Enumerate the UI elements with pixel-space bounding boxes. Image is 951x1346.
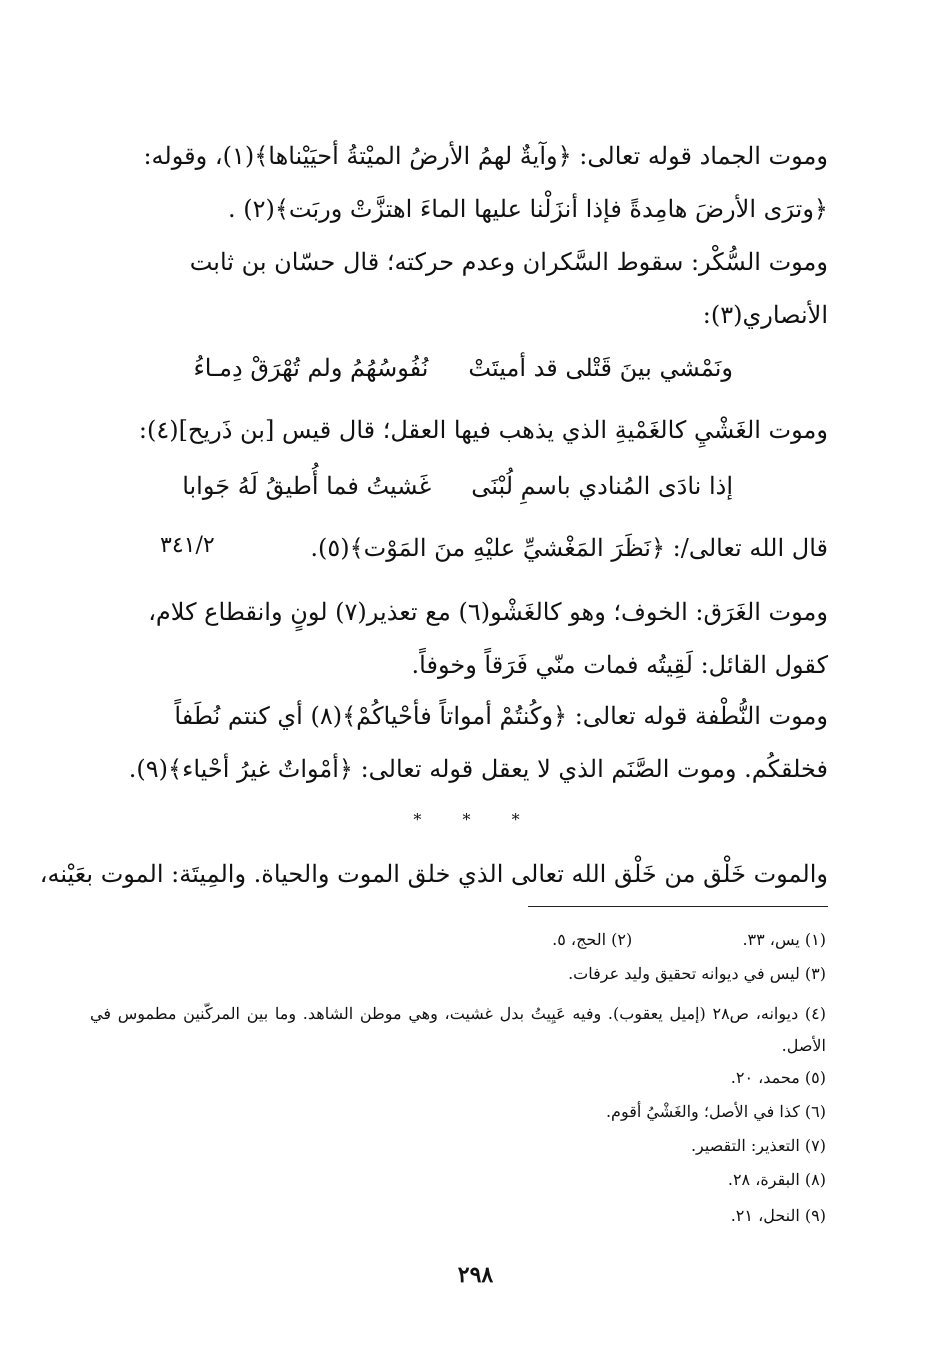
footnote-3: (٣) ليس في ديوانه تحقيق وليد عرفات. xyxy=(568,964,826,983)
footnote-4: (٤) ديوانه، ص٢٨ (إميل يعقوب). وفيه عَيِيتُ بدل غشيت، وهي موطن الشاهد. وما بين المركّنين مطموس في الأصل. xyxy=(90,1004,826,1055)
text-line: والموت خَلْق من خَلْق الله تعالى الذي خلق الموت والحياة. والمِيتَة: الموت بعَيْنه، xyxy=(39,860,828,888)
text-line: الأنصاري(٣): xyxy=(702,301,828,329)
verse-first-hemistich: ونَمْشي بينَ قَتْلى قد أميتَتْ xyxy=(468,354,733,382)
paragraph-seed xyxy=(92,690,828,796)
paragraph-fainting xyxy=(92,404,828,457)
footnote-2: (٢) الحج، ٥. xyxy=(552,930,633,949)
paragraph-drunkenness xyxy=(92,236,828,342)
footnote-7: (٧) التعذير: التقصير. xyxy=(690,1136,826,1155)
page-number: ٢٩٨ xyxy=(457,1262,494,1288)
text-line: قال الله تعالى/: ﴿نَظَرَ المَغْشيِّ عليْهِ منَ المَوْت﴾(٥). xyxy=(310,534,828,562)
footnote-line xyxy=(552,930,826,950)
text-line: وموت الغَشْيِ كالغَمْيةِ الذي يذهب فيها العقل؛ قال قيس [بن ذَريح](٤): xyxy=(138,416,828,444)
paragraph-fear xyxy=(92,586,828,692)
paragraph-inanimate-death xyxy=(92,130,828,236)
text-line: وموت السُّكْر: سقوط السَّكران وعدم حركته؛ قال حسّان بن ثابت xyxy=(189,248,828,276)
footnote-divider xyxy=(528,906,828,907)
footnote-9: (٩) النحل، ٢١. xyxy=(730,1206,826,1225)
text-line: فخلقكُم. وموت الصَّنَم الذي لا يعقل قوله تعالى: ﴿أمْواتٌ غيرُ أحْياء﴾(٩). xyxy=(128,755,828,783)
text-line: وموت الجماد قوله تعالى: ﴿وآيةٌ لهمُ الأرضُ الميْتةُ أحيَيْناها﴾(١)، وقوله: xyxy=(143,142,828,170)
text-line: ﴿وترَى الأرضَ هامِدةً فإذا أنزَلْنا عليها الماءَ اهتزَّتْ وربَت﴾(٢) . xyxy=(227,195,828,223)
footnote-1: (١) يس، ٣٣. xyxy=(742,930,826,949)
text-line: كقول القائل: لَقِيتُه فمات منّي فَرَقاً وخوفاً. xyxy=(411,651,828,679)
verse-first-hemistich: إذا نادَى المُنادي باسمِ لُبْنَى xyxy=(471,472,733,500)
footnote-5: (٥) محمد، ٢٠. xyxy=(730,1068,826,1087)
paragraph-death-creation xyxy=(39,848,828,901)
section-separator: * * * xyxy=(413,810,538,829)
text-line: وموت النُّطْفة قوله تعالى: ﴿وكُنتُمْ أمواتاً فأحْياكُمْ﴾(٨) أي كنتم نُطَفاً xyxy=(174,702,828,730)
margin-marker: ٣٤١/٢ xyxy=(160,533,215,558)
text-line: وموت الغَرَق: الخوف؛ وهو كالغَشْو(٦) مع تعذير(٧) لونٍ وانقطاع كلام، xyxy=(148,598,828,626)
poetry-verse xyxy=(182,466,733,506)
footnote-8: (٨) البقرة، ٢٨. xyxy=(727,1170,826,1189)
verse-second-hemistich: غَشيتُ فما أُطيقُ لَهُ جَوابا xyxy=(182,472,432,500)
verse-second-hemistich: نُفُوسُهُمُ ولم تُهْرَقْ دِمـاءُ xyxy=(193,354,429,382)
poetry-verse xyxy=(194,348,733,388)
footnote-6: (٦) كذا في الأصل؛ والغَشْيُ أقوم. xyxy=(605,1102,826,1121)
